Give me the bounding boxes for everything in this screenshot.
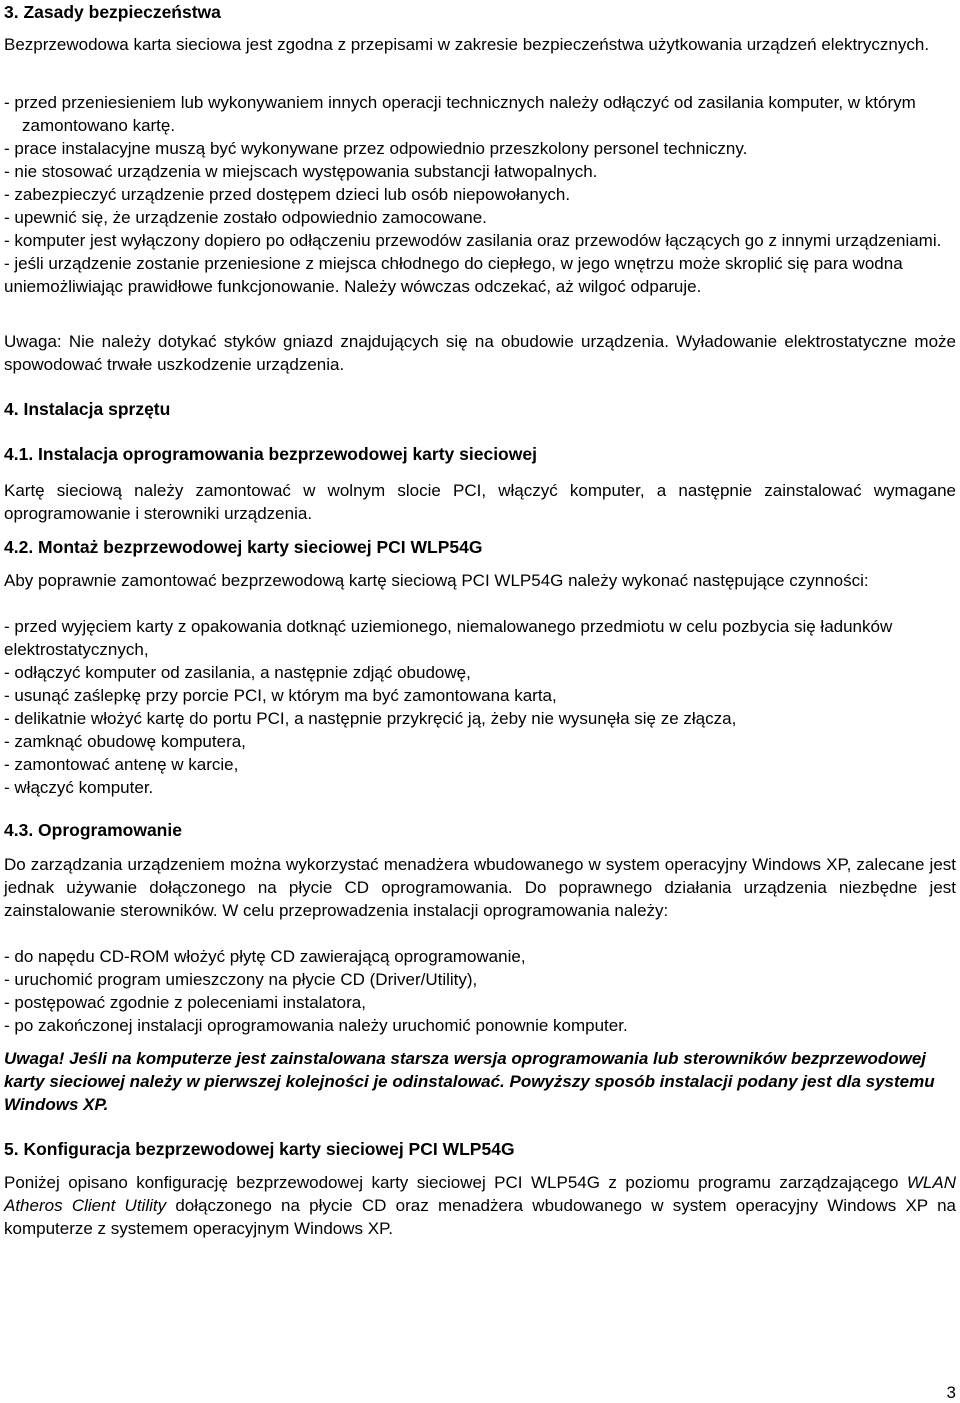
list-item: - przed przeniesieniem lub wykonywaniem innych operacji technicznych należy odłączyć od zasilania komputer, w którym zamontowano kartę.	[4, 93, 916, 135]
list-item: - prace instalacyjne muszą być wykonywane przez odpowiednio przeszkolony personel techniczny.	[4, 139, 748, 158]
section-4-1-heading: 4.1. Instalacja oprogramowania bezprzewodowej karty sieciowej	[4, 444, 537, 464]
list-item: - do napędu CD-ROM włożyć płytę CD zawierającą oprogramowanie,	[4, 947, 526, 966]
page-number: 3	[946, 1383, 956, 1402]
list-item: - po zakończonej instalacji oprogramowania należy uruchomić ponownie komputer.	[4, 1016, 628, 1035]
list-item: - zabezpieczyć urządzenie przed dostępem dzieci lub osób niepowołanych.	[4, 185, 571, 204]
list-item: - zamontować antenę w karcie,	[4, 755, 239, 774]
section-4-heading: 4. Instalacja sprzętu	[4, 399, 171, 419]
list-item: - delikatnie włożyć kartę do portu PCI, a następnie przykręcić ją, żeby nie wysunęła się ze złącza,	[4, 709, 737, 728]
section-4-3-heading: 4.3. Oprogramowanie	[4, 820, 182, 840]
section-5-text-end: dołączonego na płycie CD oraz menadżera wbudowanego w system operacyjny Windows XP na komputerze z systemem operacyjnym Windows XP.	[4, 1196, 956, 1238]
section-4-2-intro: Aby poprawnie zamontować bezprzewodową kartę sieciową PCI WLP54G należy wykonać następujące czynności:	[4, 571, 869, 590]
list-item: - jeśli urządzenie zostanie przeniesione z miejsca chłodnego do ciepłego, w jego wnętrzu może skroplić się para wodna uniemożliwiając prawidłowe funkcjonowanie. Należy wówczas odczekać, aż wilgoć odparuje.	[4, 254, 903, 296]
list-item: - przed wyjęciem karty z opakowania dotknąć uziemionego, niemalowanego przedmiotu w celu pozbycia się ładunków elektrostatycznych,	[4, 617, 893, 659]
section-3-heading: 3. Zasady bezpieczeństwa	[4, 2, 221, 22]
list-item: - nie stosować urządzenia w miejscach występowania substancji łatwopalnych.	[4, 162, 598, 181]
list-item: - postępować zgodnie z poleceniami instalatora,	[4, 993, 366, 1012]
section-5-heading: 5. Konfiguracja bezprzewodowej karty sieciowej PCI WLP54G	[4, 1139, 515, 1159]
uninstall-warning: Uwaga! Jeśli na komputerze jest zainstalowana starsza wersja oprogramowania lub sterowników bezprzewodowej karty sieciowej należy w pierwszej kolejności je odinstalować. Powyższy sposób instalacji podany jest dla systemu Windows XP.	[4, 1049, 935, 1114]
list-item: - usunąć zaślepkę przy porcie PCI, w którym ma być zamontowana karta,	[4, 686, 557, 705]
software-steps-list	[4, 945, 956, 1037]
section-5-text-start: Poniżej opisano konfigurację bezprzewodowej karty sieciowej PCI WLP54G z poziomu programu zarządzającego	[4, 1173, 907, 1192]
safety-note: Uwaga: Nie należy dotykać styków gniazd znajdujących się na obudowie urządzenia. Wyładowanie elektrostatyczne może spowodować trwałe uszkodzenie urządzenia.	[4, 332, 956, 374]
list-item: - uruchomić program umieszczony na płycie CD (Driver/Utility),	[4, 970, 478, 989]
safety-rules-list	[4, 91, 956, 298]
list-item: - zamknąć obudowę komputera,	[4, 732, 246, 751]
mounting-steps-list	[4, 615, 956, 799]
section-4-2-heading: 4.2. Montaż bezprzewodowej karty sieciowej PCI WLP54G	[4, 537, 483, 557]
section-4-1-text: Kartę sieciową należy zamontować w wolnym slocie PCI, włączyć komputer, a następnie zainstalować wymagane oprogramowanie i sterowniki urządzenia.	[4, 481, 956, 523]
list-item: - włączyć komputer.	[4, 778, 154, 797]
section-3-intro: Bezprzewodowa karta sieciowa jest zgodna z przepisami w zakresie bezpieczeństwa użytkowania urządzeń elektrycznych.	[4, 35, 930, 54]
list-item: - komputer jest wyłączony dopiero po odłączeniu przewodów zasilania oraz przewodów łączących go z innymi urządzeniami.	[4, 231, 942, 250]
section-5-text	[4, 1171, 956, 1240]
list-item: - odłączyć komputer od zasilania, a następnie zdjąć obudowę,	[4, 663, 471, 682]
section-4-3-intro: Do zarządzania urządzeniem można wykorzystać menadżera wbudowanego w system operacyjny Windows XP, zalecane jest jednak używanie dołączonego na płycie CD oprogramowania. Do poprawnego działania urządzenia niezbędne jest zainstalowanie sterowników. W celu przeprowadzenia instalacji oprogramowania należy:	[4, 855, 956, 920]
utility-name: WLAN Atheros Client Utility	[4, 1173, 956, 1215]
list-item: - upewnić się, że urządzenie zostało odpowiednio zamocowane.	[4, 208, 487, 227]
